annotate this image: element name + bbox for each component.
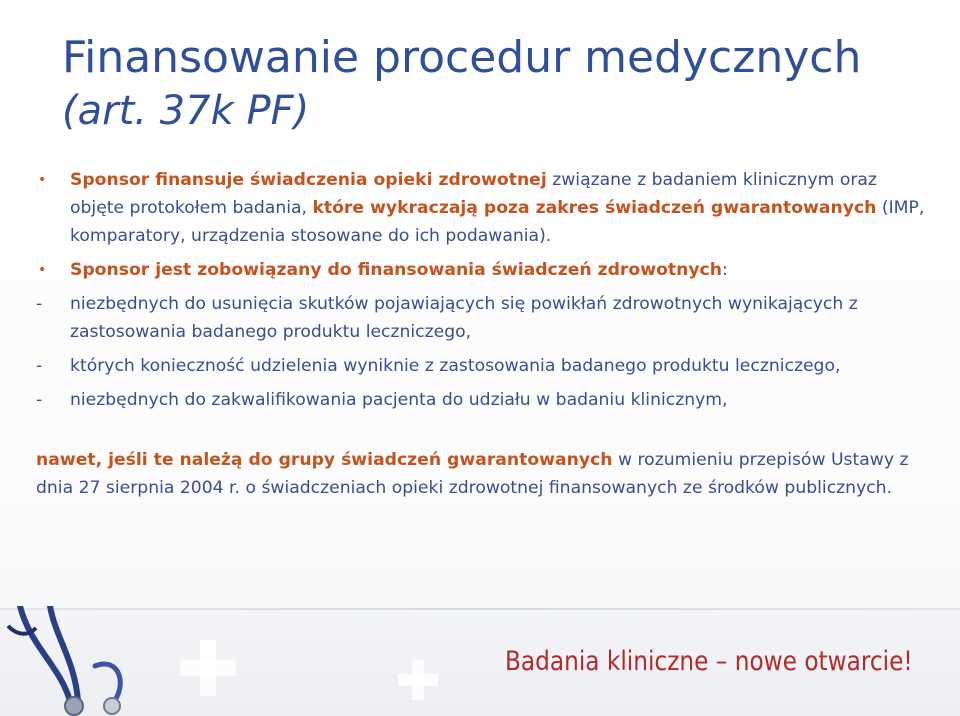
bullet-bold-2: które wykraczają poza zakres świadczeń gwarantowanych: [312, 198, 877, 218]
bullet-bold: Sponsor finansuje świadczenia opieki zdrowotnej: [70, 170, 547, 190]
dash-marker: -: [36, 294, 43, 314]
dash-marker: -: [36, 390, 43, 410]
dash-item: [36, 386, 936, 414]
footer-tagline: Badania kliniczne – nowe otwarcie!: [505, 646, 913, 677]
bullet-item: [36, 166, 936, 250]
dash-text: niezbędnych do usunięcia skutków pojawiających się powikłań zdrowotnych wynikających z zastosowania badanego produktu leczniczego,: [70, 294, 858, 342]
bullet-bold: Sponsor jest zobowiązany do finansowania świadczeń zdrowotnych: [70, 260, 722, 280]
bullet-text: związane z badaniem klinicznym oraz objęte protokołem badania,: [70, 170, 877, 218]
dash-text: niezbędnych do zakwalifikowania pacjenta do udziału w badaniu klinicznym,: [70, 390, 728, 410]
decorative-cross-icon: [398, 674, 438, 686]
closing-bold: nawet, jeśli te należą do grupy świadczeń gwarantowanych: [36, 450, 613, 470]
closing-text: w rozumieniu przepisów Ustawy z dnia 27 sierpnia 2004 r. o świadczeniach opieki zdrowotnej finansowanych ze środków publicznych.: [36, 450, 909, 498]
spacer: [36, 420, 936, 446]
bullet-text: :: [721, 260, 728, 280]
slide-body: [36, 166, 936, 502]
title-line-1: Finansowanie procedur medycznych: [62, 32, 862, 83]
stethoscope-icon: [0, 606, 150, 716]
bullet-item: [36, 256, 936, 284]
decorative-cross-icon: [180, 660, 236, 676]
dash-item: [36, 352, 936, 380]
closing-paragraph: [36, 446, 936, 502]
bullet-text-2: (IMP, komparatory, urządzenia stosowane do ich podawania).: [70, 198, 925, 246]
dash-text: których konieczność udzielenia wyniknie z zastosowania badanego produktu leczniczego,: [70, 356, 841, 376]
dash-item: [36, 290, 936, 346]
slide-title: [62, 30, 942, 136]
title-line-2: (art. 37k PF): [62, 88, 310, 134]
bullet-icon: •: [38, 172, 47, 188]
bullet-icon: •: [38, 262, 47, 278]
dash-marker: -: [36, 356, 43, 376]
